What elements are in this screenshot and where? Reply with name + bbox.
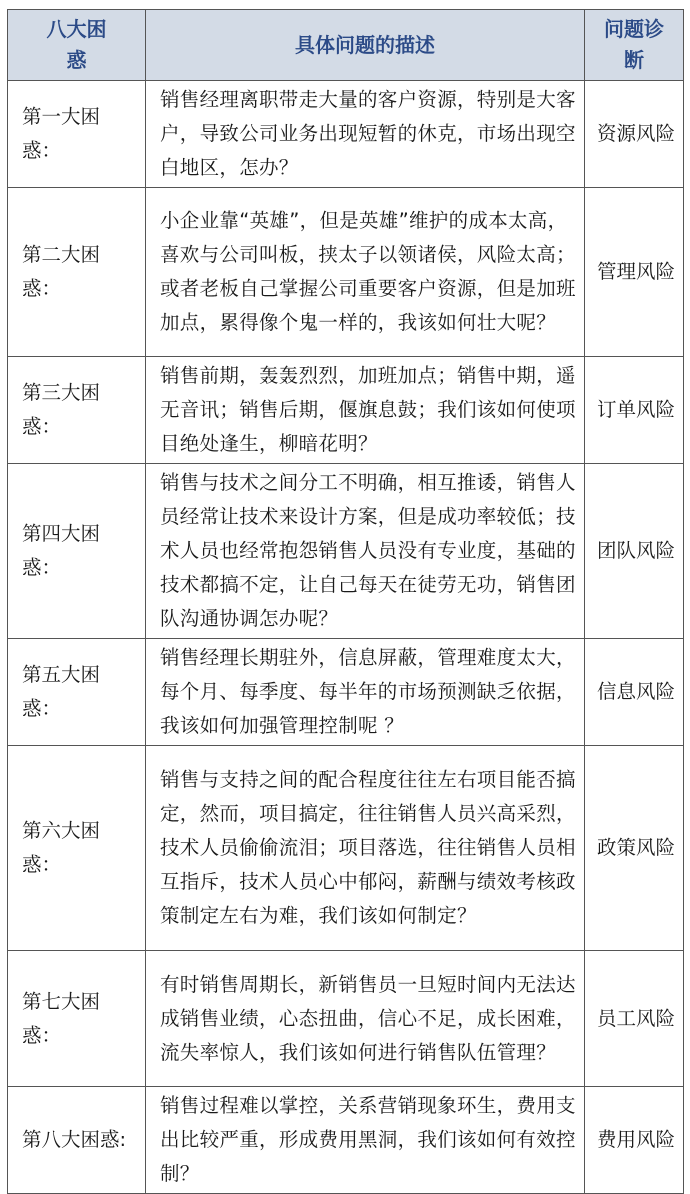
- header-description: 具体问题的描述: [146, 10, 585, 81]
- table-row: [8, 746, 684, 951]
- row-category: 第二大困惑：: [8, 188, 146, 357]
- row-category: 第一大困惑：: [8, 81, 146, 188]
- row-diagnosis: 政策风险: [585, 746, 684, 951]
- table-row: [8, 1087, 684, 1194]
- row-diagnosis: 信息风险: [585, 639, 684, 746]
- header-diagnosis: 问题诊断: [585, 10, 684, 81]
- row-category: 第八大困惑:: [8, 1087, 146, 1194]
- row-category: 第五大困惑：: [8, 639, 146, 746]
- header-row: [8, 10, 684, 81]
- row-category: 第三大困惑：: [8, 357, 146, 464]
- row-diagnosis: 管理风险: [585, 188, 684, 357]
- row-description: 有时销售周期长，新销售员一旦短时间内无法达成销售业绩，心态扭曲，信心不足，成长困难，流失率惊人，我们该如何进行销售队伍管理？: [146, 951, 585, 1087]
- row-diagnosis: 员工风险: [585, 951, 684, 1087]
- row-diagnosis: 资源风险: [585, 81, 684, 188]
- row-diagnosis: 订单风险: [585, 357, 684, 464]
- table-row: [8, 951, 684, 1087]
- row-description: 销售经理离职带走大量的客户资源，特别是大客户，导致公司业务出现短暂的休克，市场出现空白地区，怎办？: [146, 81, 585, 188]
- table-row: [8, 639, 684, 746]
- table-row: [8, 81, 684, 188]
- header-category: 八大困惑: [8, 10, 146, 81]
- row-diagnosis: 团队风险: [585, 464, 684, 639]
- row-category: 第四大困惑：: [8, 464, 146, 639]
- row-category: 第六大困惑：: [8, 746, 146, 951]
- row-diagnosis: 费用风险: [585, 1087, 684, 1194]
- row-category: 第七大困惑：: [8, 951, 146, 1087]
- table-row: [8, 188, 684, 357]
- confusion-table: [7, 9, 684, 1194]
- row-description: 销售与技术之间分工不明确，相互推诿，销售人员经常让技术来设计方案，但是成功率较低；技术人员也经常抱怨销售人员没有专业度，基础的技术都搞不定，让自己每天在徒劳无功，销售团队沟通协调怎办呢？: [146, 464, 585, 639]
- table-row: [8, 357, 684, 464]
- table-row: [8, 464, 684, 639]
- row-description: 销售前期，轰轰烈烈，加班加点；销售中期，遥无音讯；销售后期，偃旗息鼓；我们该如何使项目绝处逢生，柳暗花明？: [146, 357, 585, 464]
- row-description: 销售与支持之间的配合程度往往左右项目能否搞定，然而，项目搞定，往往销售人员兴高采烈，技术人员偷偷流泪；项目落选，往往销售人员相互指斥，技术人员心中郁闷，薪酬与绩效考核政策制定左右为难，我们该如何制定？: [146, 746, 585, 951]
- row-description: 销售过程难以掌控，关系营销现象环生，费用支出比较严重，形成费用黑洞，我们该如何有效控制？: [146, 1087, 585, 1194]
- row-description: 销售经理长期驻外，信息屏蔽，管理难度太大，每个月、每季度、每半年的市场预测缺乏依据，我该如何加强管理控制呢 ？: [146, 639, 585, 746]
- row-description: 小企业靠“英雄”，但是英雄”维护的成本太高，喜欢与公司叫板，挟太子以领诸侯，风险太高；或者老板自己掌握公司重要客户资源，但是加班加点，累得像个鬼一样的，我该如何壮大呢？: [146, 188, 585, 357]
